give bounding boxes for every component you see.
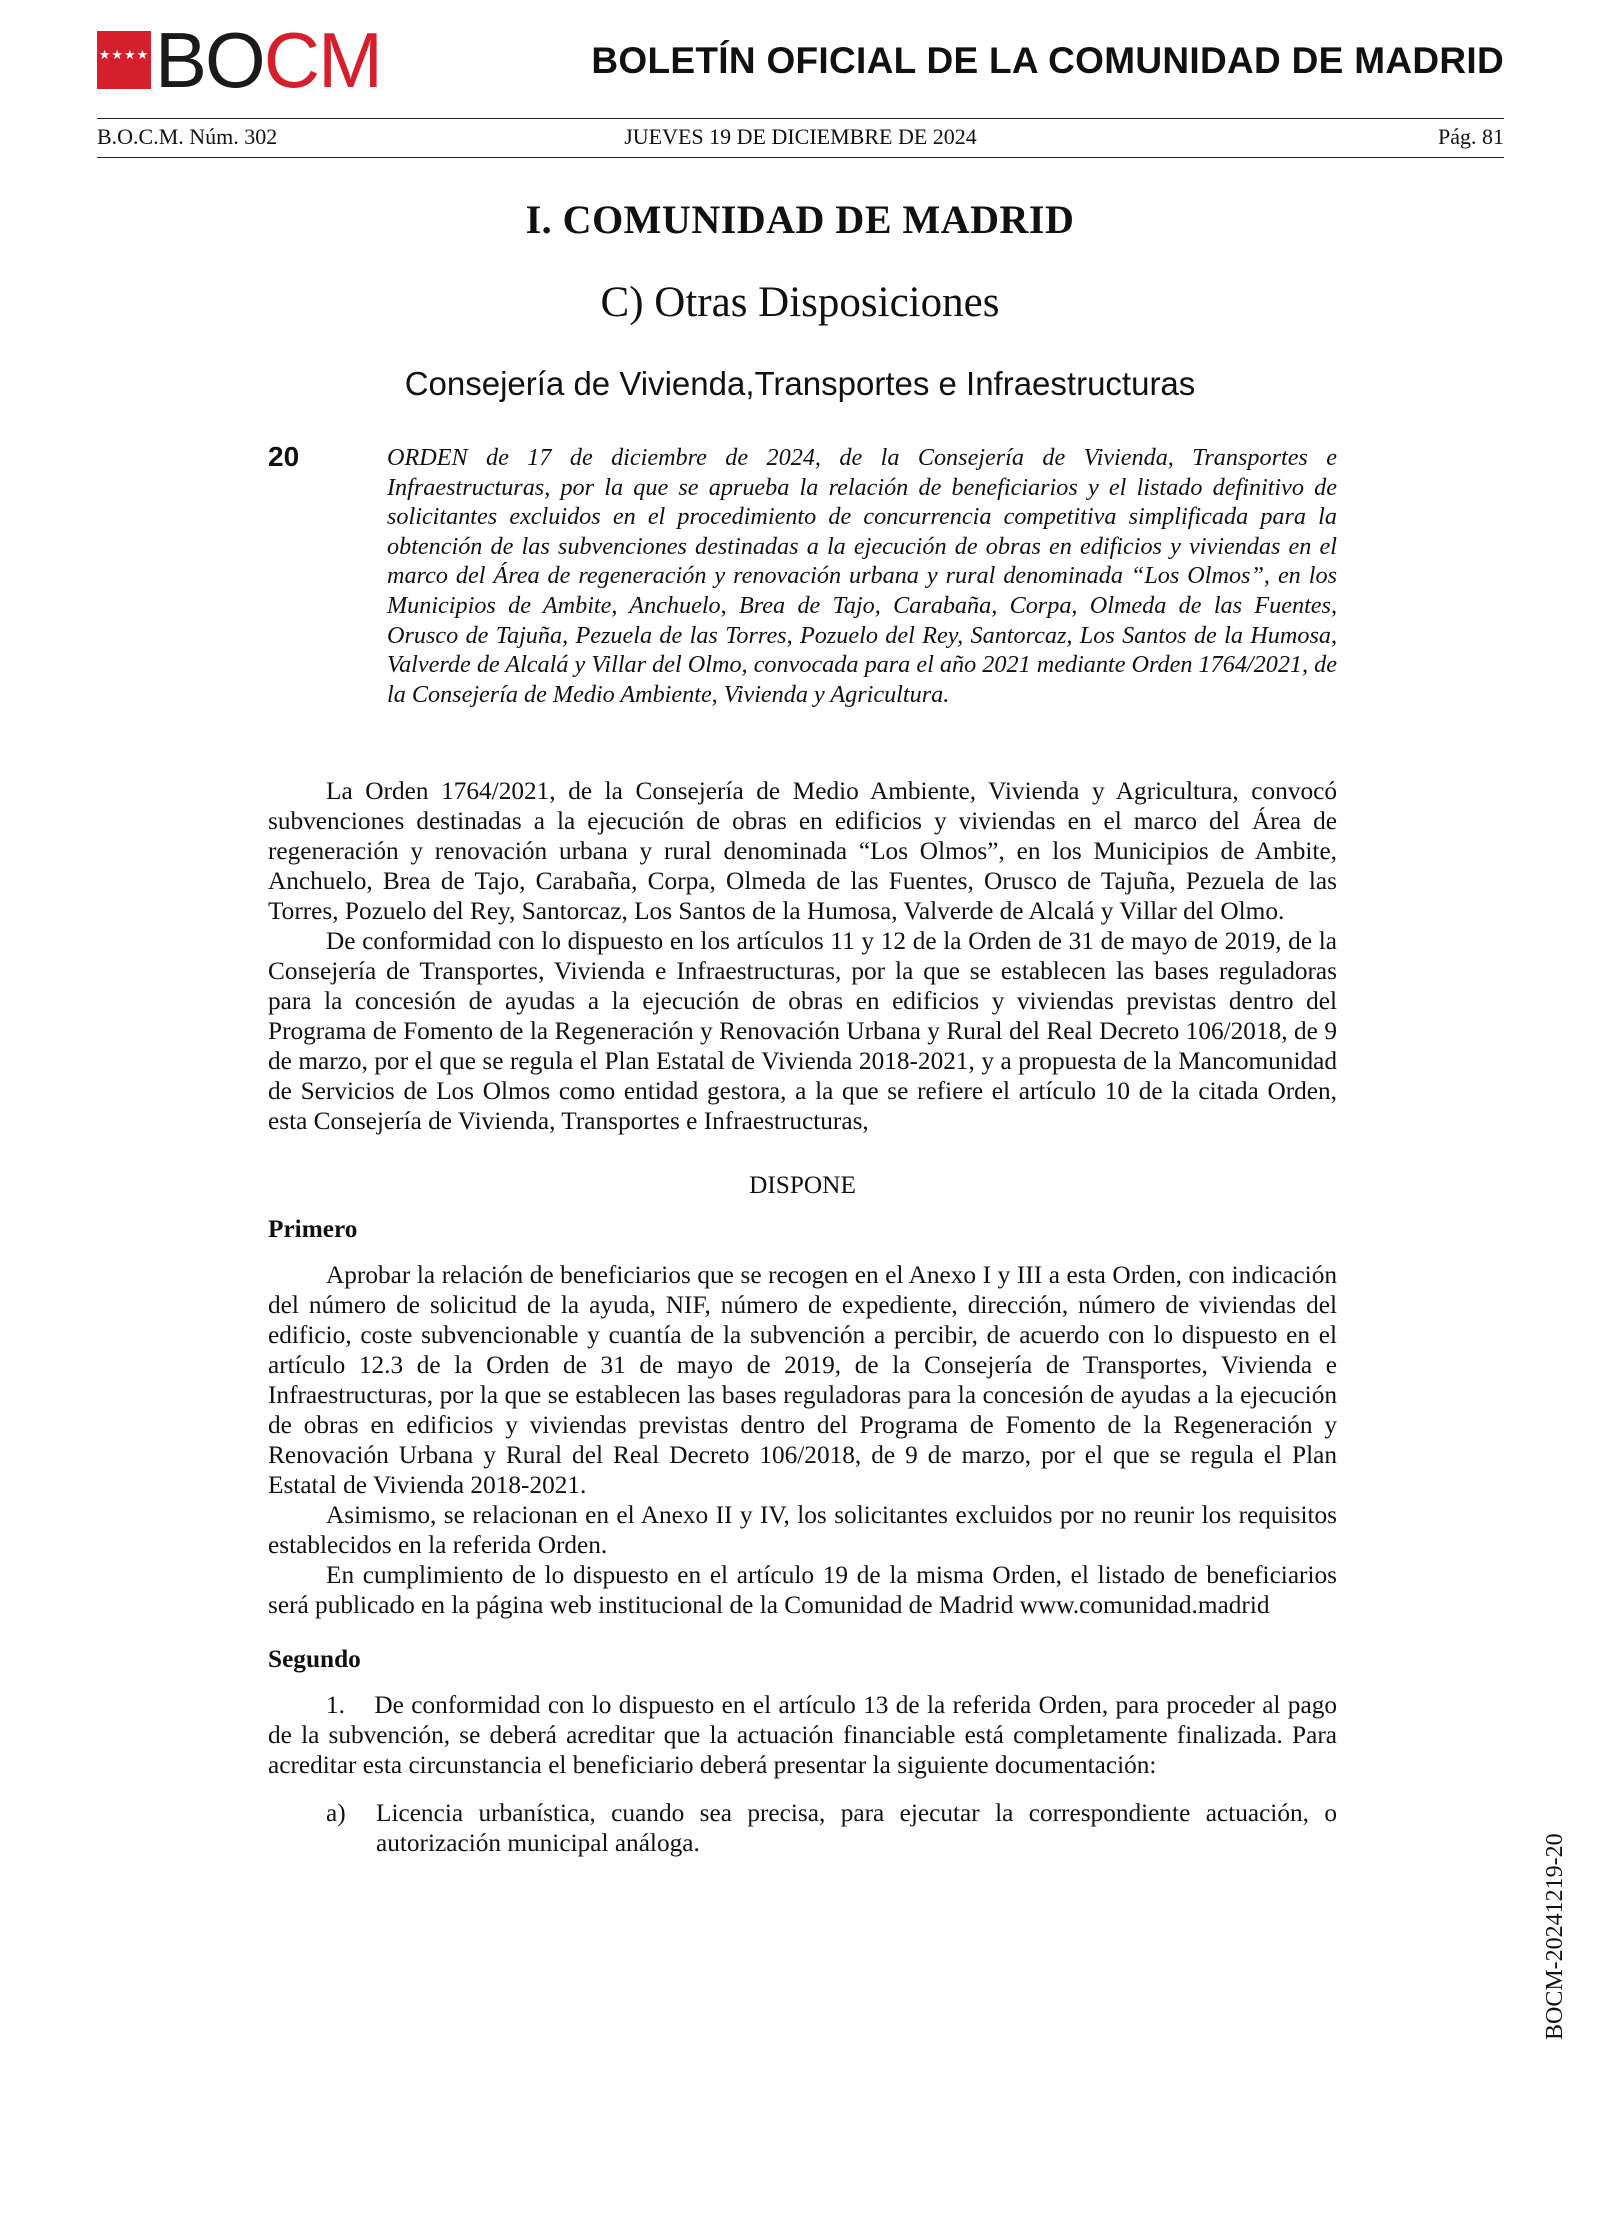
order-body xyxy=(268,776,1344,1858)
intro-paragraph-2: De conformidad con lo dispuesto en los artículos 11 y 12 de la Orden de 31 de mayo de 2019, de la Consejería de Transportes, Vivienda e Infraestructuras, por la que se establecen las bases reguladoras para la concesión de ayudas a la ejecución de obras en edificios y viviendas previstas dentro del Programa de Fomento de la Regeneración y Renovación Urbana y Rural del Real Decreto 106/2018, de 9 de marzo, por el que se regula el Plan Estatal de Vivienda 2018-2021, y a propuesta de la Mancomunidad de Servicios de Los Olmos como entidad gestora, a la que se refiere el artículo 10 de la citada Orden, esta Consejería de Vivienda, Transportes e Infraestructuras, xyxy=(268,927,1337,1135)
segundo-paragraph-1: 1. De conformidad con lo dispuesto en el artículo 13 de la referida Orden, para proceder al pago de la subvención, se deberá acreditar que la actuación financiable está completamente finalizada. Para acreditar esta circunstancia el beneficiario deberá presentar la siguiente documentación: xyxy=(268,1691,1344,1779)
logo-text-cm: CM xyxy=(263,16,382,104)
list-item-a xyxy=(268,1798,1337,1858)
dispone-heading: DISPONE xyxy=(749,1171,856,1199)
page-number: Pág. 81 xyxy=(1438,124,1504,149)
list-item-text: Licencia urbanística, cuando sea precisa, para ejecutar la correspondiente actuación, o autorización municipal análoga. xyxy=(376,1799,1337,1857)
madrid-flag-icon xyxy=(97,31,151,89)
issue-meta-row xyxy=(97,124,1504,152)
flag-stars: ★★★★ xyxy=(98,47,150,62)
order-summary: ORDEN de 17 de diciembre de 2024, de la Consejería de Vivienda, Transportes e Infraestructuras, por la que se aprueba la relación de beneficiarios y el listado definitivo de solicitantes excluidos en el procedimiento de concurrencia competitiva simplificada para la obtención de las subvenciones destinadas a la ejecución de obras en edificios y viviendas en el marco del Área de regeneración y renovación urbana y rural denominada “Los Olmos”, en los Municipios de Ambite, Anchuelo, Brea de Tajo, Carabaña, Corpa, Olmeda de las Fuentes, Orusco de Tajuña, Pezuela de las Torres, Pozuelo del Rey, Santorcaz, Los Santos de la Humosa, Valverde de Alcalá y Villar del Olmo, convocada para el año 2021 mediante Orden 1764/2021, de la Consejería de Medio Ambiente, Vivienda y Agricultura. xyxy=(387,444,1337,708)
subsection-title: C) Otras Disposiciones xyxy=(600,279,1000,326)
section-title: I. COMUNIDAD DE MADRID xyxy=(525,197,1075,242)
list-item-label: a) xyxy=(326,1799,346,1827)
entry-number: 20 xyxy=(268,441,300,472)
issue-date: JUEVES 19 DE DICIEMBRE DE 2024 xyxy=(624,124,977,149)
header-rule-top xyxy=(97,118,1504,119)
primero-paragraph-1: Aprobar la relación de beneficiarios que se recogen en el Anexo I y III a esta Orden, con indicación del número de solicitud de la ayuda, NIF, número de expediente, dirección, número de viviendas del edificio, coste subvencionable y cuantía de la subvención a percibir, de acuerdo con lo dispuesto en el artículo 12.3 de la Orden de 31 de mayo de 2019, de la Consejería de Transportes, Vivienda e Infraestructuras, por la que se establecen las bases reguladoras para la concesión de ayudas a la ejecución de obras en edificios y viviendas previstas dentro del Programa de Fomento de la Regeneración y Renovación Urbana y Rural del Real Decreto 106/2018, de 9 de marzo, por el que se regula el Plan Estatal de Vivienda 2018-2021. xyxy=(268,1261,1337,1499)
publication-title: BOLETÍN OFICIAL DE LA COMUNIDAD DE MADRID xyxy=(591,40,1504,81)
intro-paragraph-1: La Orden 1764/2021, de la Consejería de Medio Ambiente, Vivienda y Agricultura, convocó subvenciones destinadas a la ejecución de obras en edificios y viviendas en el marco del Área de regeneración y renovación urbana y rural denominada “Los Olmos”, en los Municipios de Ambite, Anchuelo, Brea de Tajo, Carabaña, Corpa, Olmeda de las Fuentes, Orusco de Tajuña, Pezuela de las Torres, Pozuelo del Rey, Santorcaz, Los Santos de la Humosa, Valverde de Alcalá y Villar del Olmo. xyxy=(268,777,1337,925)
logo-wordmark xyxy=(155,16,382,104)
bocm-logo xyxy=(97,16,382,104)
logo-text-bo: BO xyxy=(155,16,264,104)
department-title: Consejería de Vivienda,Transportes e Infraestructuras xyxy=(404,365,1196,402)
document-code: BOCM-20241219-20 xyxy=(1542,1833,1568,2040)
issue-number: B.O.C.M. Núm. 302 xyxy=(97,124,278,149)
header-rule-bottom xyxy=(97,157,1504,158)
segundo-heading: Segundo xyxy=(268,1645,361,1673)
primero-paragraph-3: En cumplimiento de lo dispuesto en el artículo 19 de la misma Orden, el listado de beneficiarios será publicado en la página web institucional de la Comunidad de Madrid www.comunidad.madrid xyxy=(268,1561,1337,1619)
primero-heading: Primero xyxy=(268,1215,358,1243)
primero-paragraph-2: Asimismo, se relacionan en el Anexo II y IV, los solicitantes excluidos por no reunir los requisitos establecidos en la referida Orden. xyxy=(268,1501,1337,1559)
section-spacer xyxy=(268,1620,1337,1644)
